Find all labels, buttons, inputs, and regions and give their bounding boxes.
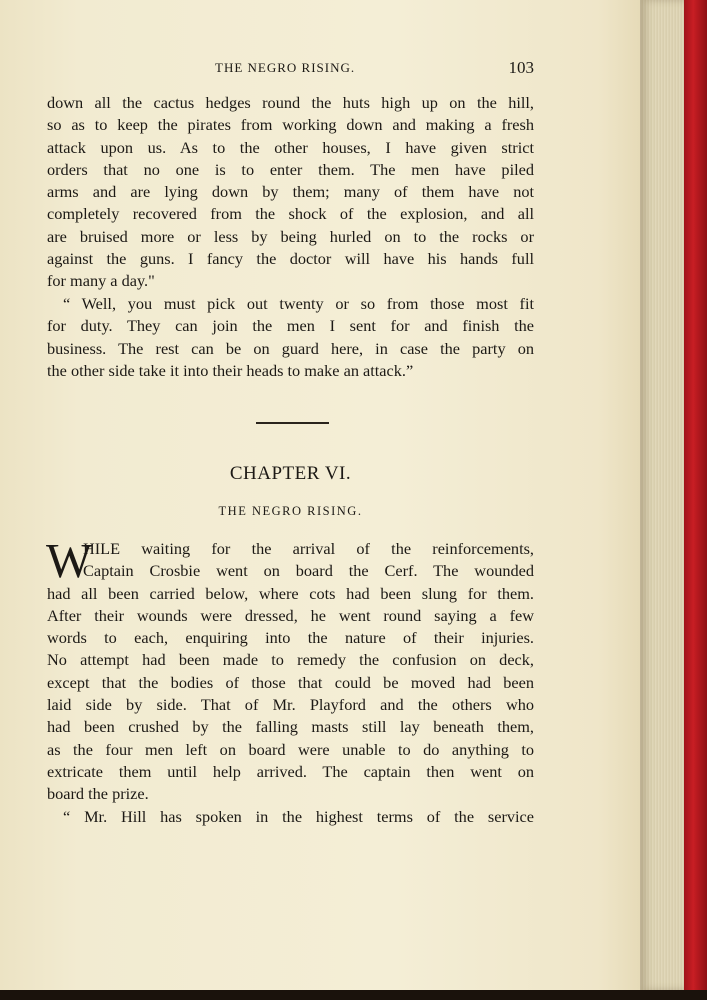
- text-line: “ Mr. Hill has spoken in the highest terms of the service: [63, 807, 534, 826]
- text-line: words to each, enquiring into the nature of their injuries.: [47, 628, 534, 648]
- text-line: down all the cactus hedges round the huts high up on the hill,: [47, 93, 534, 112]
- text-line: so as to keep the pirates from working down and making a fresh: [47, 115, 534, 135]
- chapter-subtitle: THE NEGRO RISING.: [218, 504, 363, 518]
- text-line: had been crushed by the falling masts still lay beneath them,: [47, 717, 534, 737]
- text-line: are bruised more or less by being hurled on to the rocks or: [47, 226, 534, 246]
- paragraph-4: [47, 806, 534, 828]
- paragraph-1: [47, 92, 534, 293]
- chapter-title: CHAPTER VI.: [229, 463, 352, 484]
- drop-cap: W: [46, 533, 93, 588]
- text-line: for many a day.": [47, 271, 155, 291]
- text-line: After their wounds were dressed, he went round saying a few: [47, 605, 534, 625]
- text-line: No attempt had been made to remedy the confusion on deck,: [47, 650, 534, 670]
- page-edges: [640, 0, 684, 990]
- text-line: extricate them until help arrived. The captain then went on: [47, 761, 534, 781]
- text-line: board the prize.: [47, 784, 149, 804]
- page-number: 103: [508, 58, 534, 77]
- paragraph-3: [46, 533, 534, 806]
- text-line: attack upon us. As to the other houses, I have given strict: [47, 137, 534, 157]
- text-line: HILE waiting for the arrival of the reinforcements,: [83, 539, 534, 558]
- text-line: arms and are lying down by them; many of them have not: [47, 182, 534, 202]
- text-line: orders that no one is to enter them. The men have piled: [47, 159, 534, 179]
- text-line: for duty. They can join the men I sent for and finish the: [47, 316, 534, 336]
- text-line: against the guns. I fancy the doctor will have his hands full: [47, 249, 534, 269]
- text-line: “ Well, you must pick out twenty or so from those most fit: [63, 294, 534, 313]
- text-line: laid side by side. That of Mr. Playford and the others who: [47, 695, 534, 715]
- text-line: had all been carried below, where cots had been slung for them.: [47, 583, 534, 603]
- text-line: completely recovered from the shock of the explosion, and all: [47, 204, 534, 224]
- text-line: the other side take it into their heads to make an attack.”: [47, 360, 414, 380]
- text-line: Captain Crosbie went on board the Cerf. The wounded: [83, 561, 534, 581]
- text-line: except that the bodies of those that could be moved had been: [47, 672, 534, 692]
- text-line: business. The rest can be on guard here, in case the party on: [47, 338, 534, 358]
- section-divider: [256, 422, 329, 424]
- text-line: as the four men left on board were unable to do anything to: [47, 739, 534, 759]
- running-header: [47, 60, 534, 80]
- running-head: THE NEGRO RISING.: [215, 60, 356, 75]
- paragraph-2: [47, 293, 534, 382]
- book-cover-edge: [684, 0, 707, 990]
